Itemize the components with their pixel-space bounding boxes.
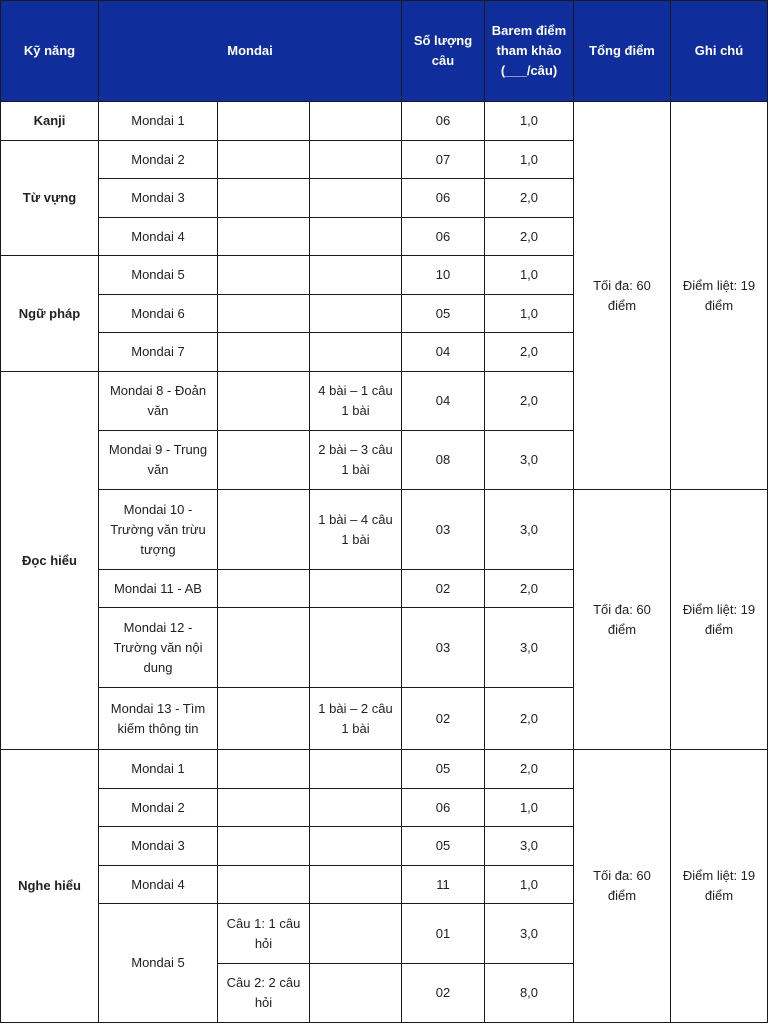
detail-cell (310, 789, 402, 827)
header-barem: Barem điểm tham khảo (___/câu) (485, 1, 574, 102)
detail-cell (310, 570, 402, 608)
score-cell: 3,0 (485, 431, 574, 490)
count-cell: 01 (402, 904, 485, 964)
sub-cell (218, 688, 310, 750)
skill-kanji: Kanji (1, 102, 99, 141)
score-cell: 3,0 (485, 904, 574, 964)
mondai-cell: Mondai 3 (99, 179, 218, 218)
sub-cell (218, 179, 310, 218)
header-total: Tổng điểm (574, 1, 671, 102)
sub-cell (218, 570, 310, 608)
mondai-cell: Mondai 5 (99, 904, 218, 1023)
detail-cell (310, 141, 402, 179)
score-cell: 2,0 (485, 750, 574, 789)
mondai-cell: Mondai 1 (99, 750, 218, 789)
score-cell: 1,0 (485, 141, 574, 179)
detail-cell (310, 333, 402, 372)
sub-cell (218, 102, 310, 141)
total-group-2: Tối đa: 60 điểm (574, 490, 671, 750)
count-cell: 06 (402, 218, 485, 256)
sub-cell (218, 750, 310, 789)
count-cell: 06 (402, 102, 485, 141)
count-cell: 07 (402, 141, 485, 179)
sub-cell (218, 333, 310, 372)
mondai-cell: Mondai 12 - Trường văn nội dung (99, 608, 218, 688)
detail-cell (310, 750, 402, 789)
score-cell: 2,0 (485, 688, 574, 750)
count-cell: 03 (402, 490, 485, 570)
header-mondai: Mondai (99, 1, 402, 102)
sub-cell (218, 372, 310, 431)
detail-cell (310, 904, 402, 964)
sub-cell (218, 141, 310, 179)
count-cell: 06 (402, 789, 485, 827)
mondai-cell: Mondai 4 (99, 218, 218, 256)
score-cell: 2,0 (485, 570, 574, 608)
score-cell: 3,0 (485, 608, 574, 688)
mondai-cell: Mondai 8 - Đoản văn (99, 372, 218, 431)
detail-cell (310, 964, 402, 1023)
skill-vocab: Từ vựng (1, 141, 99, 256)
header-row (1, 1, 768, 102)
score-cell: 3,0 (485, 490, 574, 570)
note-group-3: Điểm liệt: 19 điểm (671, 750, 768, 1023)
sub-cell (218, 256, 310, 295)
mondai-cell: Mondai 5 (99, 256, 218, 295)
detail-cell (310, 295, 402, 333)
detail-cell (310, 179, 402, 218)
score-cell: 1,0 (485, 789, 574, 827)
sub-cell (218, 608, 310, 688)
table-row (1, 490, 768, 570)
detail-cell: 2 bài – 3 câu 1 bài (310, 431, 402, 490)
sub-cell (218, 295, 310, 333)
sub-cell (218, 218, 310, 256)
count-cell: 10 (402, 256, 485, 295)
mondai-cell: Mondai 4 (99, 866, 218, 904)
count-cell: 05 (402, 750, 485, 789)
mondai-cell: Mondai 9 - Trung văn (99, 431, 218, 490)
score-cell: 2,0 (485, 333, 574, 372)
count-cell: 06 (402, 179, 485, 218)
sub-cell: Câu 2: 2 câu hỏi (218, 964, 310, 1023)
score-cell: 2,0 (485, 179, 574, 218)
total-group-3: Tối đa: 60 điểm (574, 750, 671, 1023)
detail-cell: 1 bài – 4 câu 1 bài (310, 490, 402, 570)
count-cell: 02 (402, 964, 485, 1023)
skill-grammar: Ngữ pháp (1, 256, 99, 372)
table-row (1, 750, 768, 789)
score-cell: 8,0 (485, 964, 574, 1023)
detail-cell: 4 bài – 1 câu 1 bài (310, 372, 402, 431)
header-note: Ghi chú (671, 1, 768, 102)
detail-cell (310, 827, 402, 866)
sub-cell: Câu 1: 1 câu hỏi (218, 904, 310, 964)
count-cell: 02 (402, 688, 485, 750)
count-cell: 04 (402, 372, 485, 431)
score-cell: 3,0 (485, 827, 574, 866)
detail-cell (310, 866, 402, 904)
count-cell: 04 (402, 333, 485, 372)
score-cell: 2,0 (485, 218, 574, 256)
sub-cell (218, 789, 310, 827)
detail-cell: 1 bài – 2 câu 1 bài (310, 688, 402, 750)
count-cell: 05 (402, 295, 485, 333)
mondai-cell: Mondai 7 (99, 333, 218, 372)
detail-cell (310, 256, 402, 295)
count-cell: 05 (402, 827, 485, 866)
score-cell: 1,0 (485, 256, 574, 295)
mondai-cell: Mondai 3 (99, 827, 218, 866)
sub-cell (218, 490, 310, 570)
mondai-cell: Mondai 1 (99, 102, 218, 141)
mondai-cell: Mondai 2 (99, 789, 218, 827)
mondai-cell: Mondai 10 - Trường văn trừu tượng (99, 490, 218, 570)
count-cell: 02 (402, 570, 485, 608)
header-count: Số lượng câu (402, 1, 485, 102)
detail-cell (310, 608, 402, 688)
skill-reading: Đọc hiểu (1, 372, 99, 750)
header-skill: Kỹ năng (1, 1, 99, 102)
total-group-1: Tối đa: 60 điểm (574, 102, 671, 490)
score-cell: 2,0 (485, 372, 574, 431)
count-cell: 03 (402, 608, 485, 688)
note-group-2: Điểm liệt: 19 điểm (671, 490, 768, 750)
score-cell: 1,0 (485, 295, 574, 333)
mondai-cell: Mondai 2 (99, 141, 218, 179)
mondai-cell: Mondai 6 (99, 295, 218, 333)
mondai-cell: Mondai 13 - Tìm kiếm thông tin (99, 688, 218, 750)
mondai-cell: Mondai 11 - AB (99, 570, 218, 608)
score-cell: 1,0 (485, 866, 574, 904)
score-cell: 1,0 (485, 102, 574, 141)
note-group-1: Điểm liệt: 19 điểm (671, 102, 768, 490)
detail-cell (310, 218, 402, 256)
count-cell: 08 (402, 431, 485, 490)
count-cell: 11 (402, 866, 485, 904)
sub-cell (218, 866, 310, 904)
detail-cell (310, 102, 402, 141)
skill-listening: Nghe hiểu (1, 750, 99, 1023)
sub-cell (218, 827, 310, 866)
sub-cell (218, 431, 310, 490)
table-row (1, 102, 768, 141)
